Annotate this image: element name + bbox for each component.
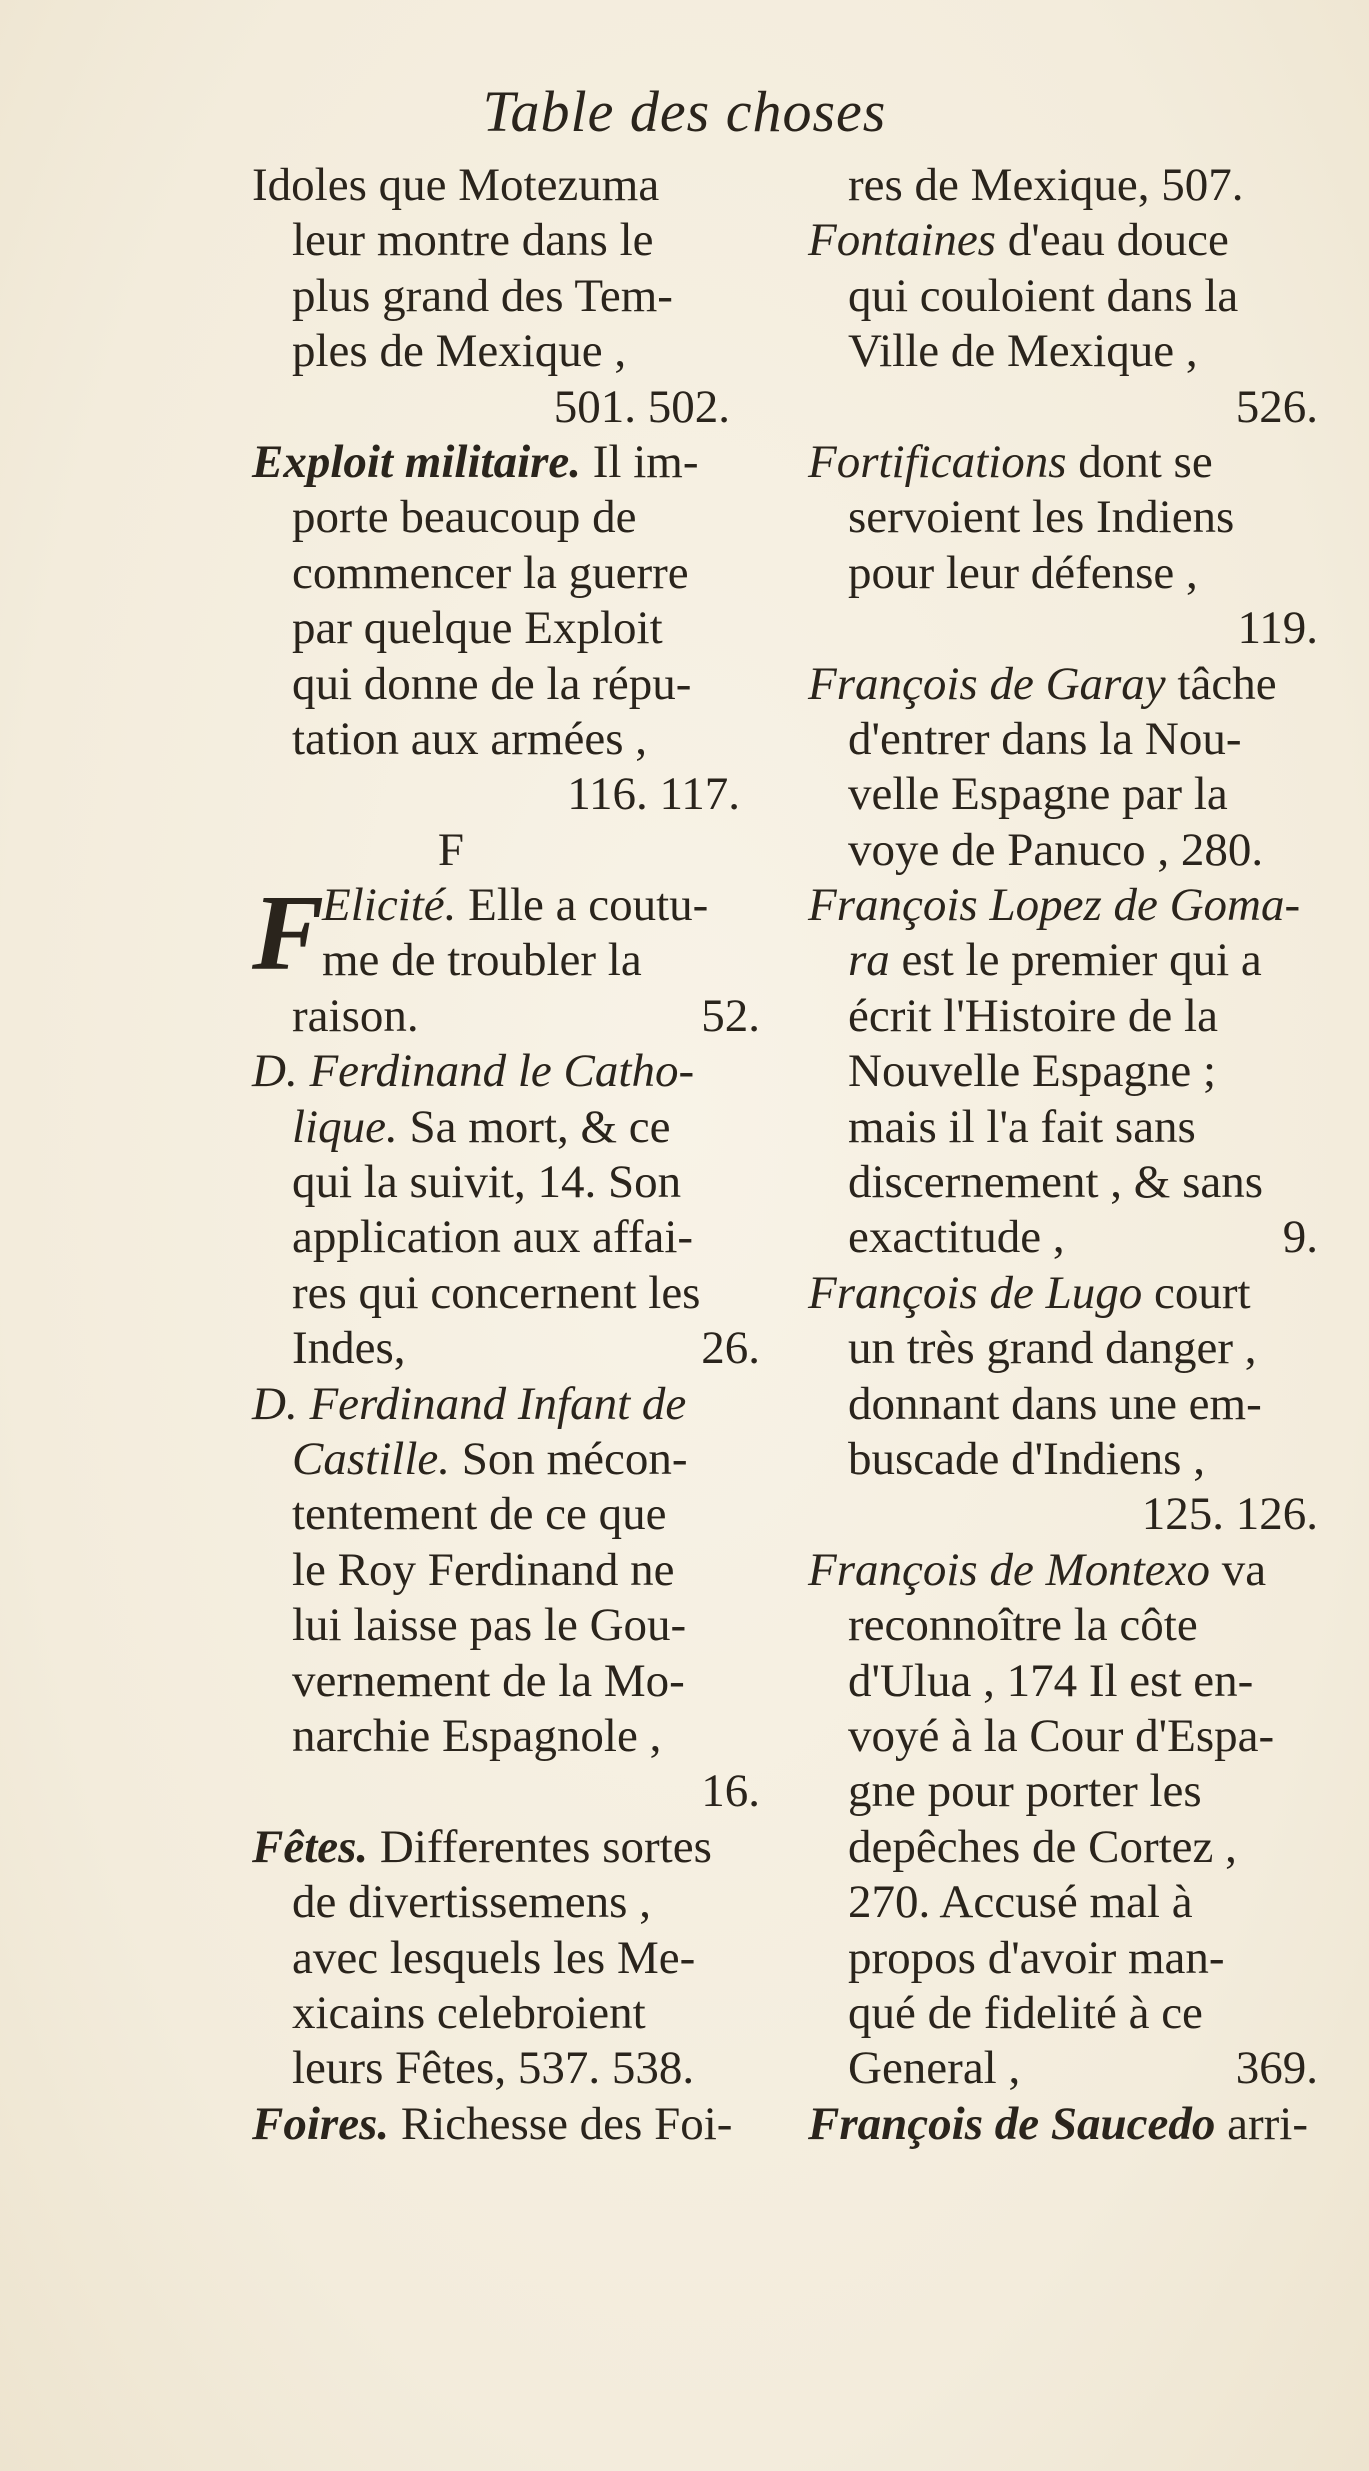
page-ref: 9. xyxy=(1282,1211,1318,1264)
index-entry xyxy=(808,1875,1328,1930)
entry-heading: François de Saucedo xyxy=(808,2097,1216,2150)
index-line: depêches de Cortez , xyxy=(848,1820,1237,1873)
index-line: d'entrer dans la Nou- xyxy=(848,712,1242,765)
entry-heading: Fêtes. xyxy=(252,1820,369,1873)
index-entry xyxy=(252,989,770,1044)
entry-heading: ra xyxy=(848,934,890,987)
index-entry xyxy=(252,2097,770,2152)
index-line: écrit l'Histoire de la xyxy=(848,989,1218,1042)
entry-text: Elle a coutu- xyxy=(468,879,709,932)
entry-text: d'eau douce xyxy=(1007,214,1229,267)
index-line: qui donne de la répu- xyxy=(292,657,692,710)
drop-cap: F xyxy=(252,874,325,994)
entry-heading: Elicité. xyxy=(322,879,457,932)
index-line: leur montre dans le xyxy=(292,214,654,267)
index-line: de divertissemens , xyxy=(292,1876,651,1929)
index-line: res qui concernent les xyxy=(292,1266,701,1319)
index-entry xyxy=(808,213,1328,268)
index-line: tation aux armées , xyxy=(292,712,647,765)
running-header: Table des choses xyxy=(482,79,887,144)
page-ref: 270. xyxy=(848,1876,931,1929)
page-ref: 119. xyxy=(1237,602,1318,655)
index-line: pour leur défense , xyxy=(848,546,1198,599)
entry-heading: Castille. xyxy=(292,1433,450,1485)
entry-text: dont se xyxy=(1078,435,1213,488)
index-line: avec lesquels les Me- xyxy=(292,1931,696,1984)
index-entry xyxy=(252,1820,770,1875)
entry-text: Richesse des Foi- xyxy=(400,2097,733,2150)
index-line: d'Ulua , 174 Il est en- xyxy=(848,1654,1254,1707)
index-line: Ville de Mexique , xyxy=(848,325,1198,378)
index-line: reconnoître la côte xyxy=(848,1599,1198,1652)
index-line: me de troubler la xyxy=(322,934,642,987)
index-entry xyxy=(808,1266,1328,1321)
section-letter: F xyxy=(437,823,465,876)
index-line: mais il l'a fait sans xyxy=(848,1100,1196,1153)
index-line: qui couloient dans la xyxy=(848,269,1239,322)
right-column xyxy=(808,158,1328,2152)
index-entry xyxy=(252,435,770,490)
index-entry xyxy=(252,1321,770,1376)
entry-text: court xyxy=(1153,1266,1251,1319)
index-line: servoient les Indiens xyxy=(848,491,1235,544)
index-line: discernement , & sans xyxy=(848,1156,1264,1209)
index-line: vernement de la Mo- xyxy=(292,1654,685,1707)
entry-heading: lique. xyxy=(292,1100,398,1153)
page-ref: 26. xyxy=(701,1322,760,1375)
index-line: voyé à la Cour d'Espa- xyxy=(848,1709,1275,1762)
index-line: porte beaucoup de xyxy=(292,491,637,544)
page-ref: 125. 126. xyxy=(1141,1488,1318,1541)
index-line: plus grand des Tem- xyxy=(292,269,673,322)
page-ref: 526. xyxy=(1235,380,1318,433)
index-line: xicains celebroient xyxy=(292,1986,646,2039)
index-line: propos d'avoir man- xyxy=(848,1931,1225,1984)
index-line: voye de Panuco , 280. xyxy=(848,823,1264,876)
entry-text: raison. xyxy=(292,989,419,1042)
entry-heading: François de Lugo xyxy=(808,1266,1143,1319)
entry-text: est le premier qui a xyxy=(901,934,1262,987)
index-entry xyxy=(808,657,1328,712)
index-line: François Lopez de Goma- xyxy=(808,879,1301,932)
index-line: buscade d'Indiens , xyxy=(848,1432,1205,1485)
index-line: res de Mexique, 507. xyxy=(848,159,1244,211)
page-ref: 369. xyxy=(1235,2042,1318,2095)
entry-text: tâche xyxy=(1177,657,1277,710)
entry-heading: Fortifications xyxy=(808,435,1067,488)
page-ref: 16. xyxy=(701,1765,760,1818)
entry-heading: François de Montexo xyxy=(808,1543,1211,1596)
entry-text: General , xyxy=(848,2042,1021,2095)
entry-text: Indes, xyxy=(292,1322,406,1375)
page-ref: 501. 502. xyxy=(553,380,730,433)
index-entry xyxy=(808,933,1328,988)
index-entry xyxy=(808,1543,1328,1598)
index-line: donnant dans une em- xyxy=(848,1377,1262,1430)
index-line: lui laisse pas le Gou- xyxy=(292,1599,687,1652)
index-entry xyxy=(808,1210,1328,1265)
page-ref: 52. xyxy=(701,989,760,1042)
index-line: D. Ferdinand Infant de xyxy=(252,1377,687,1430)
index-line: gne pour porter les xyxy=(848,1765,1202,1818)
index-entry-dropcap xyxy=(252,874,770,994)
entry-text: exactitude , xyxy=(848,1211,1065,1264)
index-entry xyxy=(808,2041,1328,2096)
entry-heading: Fontaines xyxy=(808,214,996,267)
entry-text: va xyxy=(1221,1543,1267,1596)
index-line: tentement de ce que xyxy=(292,1488,667,1541)
index-entry xyxy=(808,435,1328,490)
entry-text: Il im- xyxy=(592,435,699,488)
entry-text: Son mécon- xyxy=(461,1433,688,1485)
index-line: un très grand danger , xyxy=(848,1322,1257,1375)
index-line: ples de Mexique , xyxy=(292,325,627,378)
index-line: le Roy Ferdinand ne xyxy=(292,1543,675,1596)
index-entry xyxy=(252,1100,770,1155)
entry-heading: Foires. xyxy=(252,2097,390,2150)
page-ref: 116. 117. xyxy=(567,768,740,821)
index-line: commencer la guerre xyxy=(292,546,689,599)
index-line: par quelque Exploit xyxy=(292,602,663,655)
index-entry xyxy=(252,1432,770,1487)
entry-text: Accusé mal à xyxy=(939,1876,1193,1929)
entry-heading: François de Garay xyxy=(808,657,1166,710)
index-entry xyxy=(808,2097,1328,2152)
index-line: qué de fidelité à ce xyxy=(848,1986,1203,2039)
entry-heading: Exploit militaire. xyxy=(252,435,582,488)
index-line: Idoles que Motezuma xyxy=(252,159,660,211)
index-line: D. Ferdinand le Catho- xyxy=(252,1045,695,1098)
entry-text: arri- xyxy=(1227,2097,1308,2150)
index-line: application aux affai- xyxy=(292,1211,694,1264)
entry-text: Sa mort, & ce xyxy=(409,1100,671,1153)
index-line: velle Espagne par la xyxy=(848,768,1228,821)
entry-text: Differentes sortes xyxy=(379,1820,712,1873)
left-column xyxy=(252,158,770,2152)
index-line: leurs Fêtes, 537. 538. xyxy=(292,2042,695,2095)
index-line: narchie Espagnole , xyxy=(292,1709,662,1762)
index-line: qui la suivit, 14. Son xyxy=(292,1156,682,1209)
index-line: Nouvelle Espagne ; xyxy=(848,1045,1217,1098)
